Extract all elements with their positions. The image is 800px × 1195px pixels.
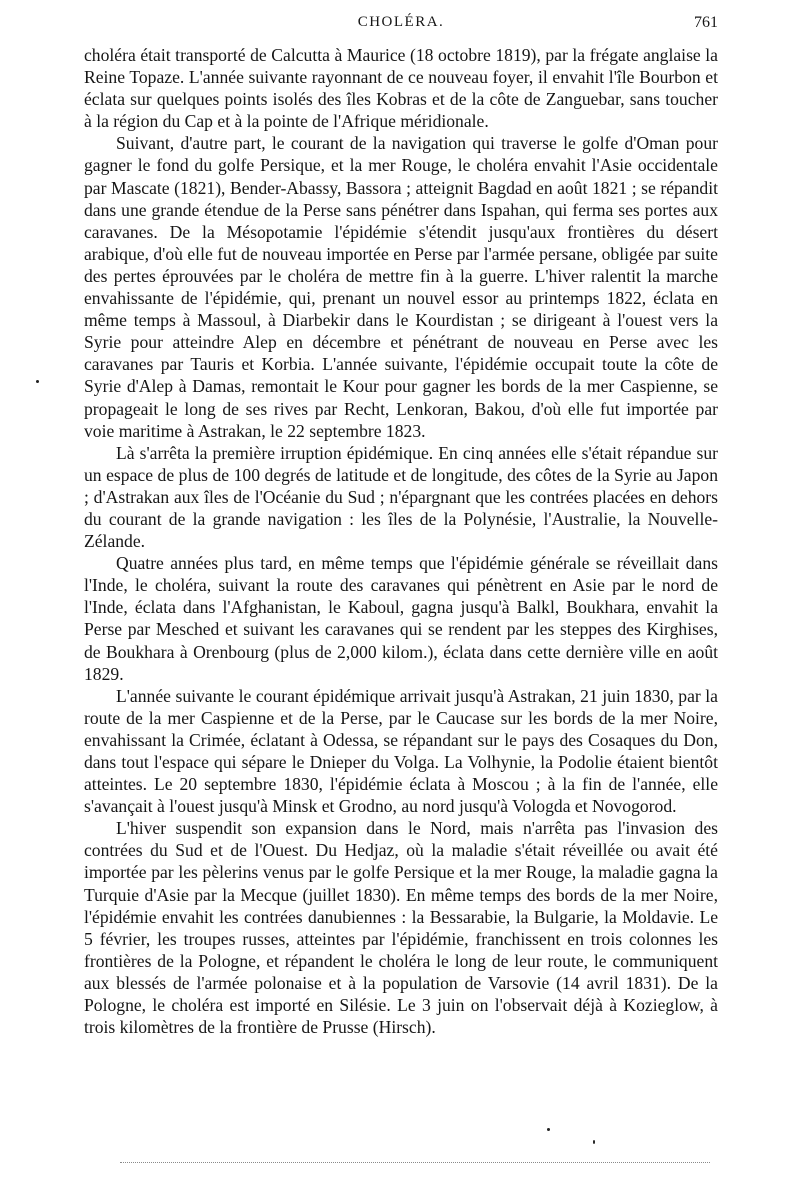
body-text bbox=[84, 44, 718, 1038]
page-header bbox=[84, 14, 718, 38]
paragraph-6: L'hiver suspendit son expansion dans le Nord, mais n'arrêta pas l'invasion des contrées du Sud et de l'Ouest. Du Hedjaz, où la maladie s'était réveillée ou avait été importée par les pèlerins venus par le golfe Persique et la mer Rouge, la maladie gagna la Turquie d'Asie par la Mecque (juillet 1830). En même temps des bords de la mer Noire, l'épidémie envahit les contrées danubiennes : la Bessarabie, la Bulgarie, la Moldavie. Le 5 février, les troupes russes, atteintes par l'épidémie, franchissent en trois colonnes les frontières de la Pologne, et répandent le choléra le long de leur route, le communiquent aux blessés de l'armée polonaise et à la population de Varsovie (14 avril 1831). De la Pologne, le choléra est importé en Silésie. Le 3 juin on l'observait déjà à Kozieglow, à trois kilomètres de la frontière de Prusse (Hirsch). bbox=[84, 818, 718, 1038]
paragraph-5: L'année suivante le courant épidémique arrivait jusqu'à Astrakan, 21 juin 1830, par la route de la mer Caspienne et de la Perse, par le Caucase sur les bords de la mer Noire, envahissant la Crimée, éclatant à Odessa, se répandant sur le pays des Cosaques du Don, dans tout l'espace qui sépare le Dnieper du Volga. La Volhynie, la Podolie étaient bientôt atteintes. Le 20 septembre 1830, l'épidémie éclata à Moscou ; à la fin de l'année, elle s'avançait à l'ouest jusqu'à Minsk et Grodno, au nord jusqu'à Vologda et Novogorod. bbox=[84, 685, 718, 817]
paragraph-2: Suivant, d'autre part, le courant de la navigation qui traverse le golfe d'Oman pour gagner le fond du golfe Persique, et la mer Rouge, le choléra envahit l'Asie occidentale par Mascate (1821), Bender-Abassy, Bassora ; atteignit Bagdad en août 1821 ; se répandit dans une grande étendue de la Perse sans pénétrer dans Ispahan, qui ferma ses portes aux caravanes. De la Mésopotamie l'épidémie s'étendit jusqu'aux frontières du désert arabique, d'où elle fut de nouveau importée en Perse par l'armée persane, obligée par suite des pertes éprouvées par le choléra de mettre fin à la guerre. L'hiver ralentit la marche envahissante de l'épidémie, qui, prenant un nouvel essor au printemps 1822, éclata en même temps à Massoul, à Diarbekir dans le Kourdistan ; se dirigeant à l'ouest vers la Syrie pour atteindre Alep en décembre et pénétrant de nouveau en Perse avec les caravanes par Tauris et Korbia. L'année suivante, l'épidémie occupait toute la côte de Syrie d'Alep à Damas, remontait le Kour pour gagner les bords de la mer Caspienne, se propageait le long de ses rives par Recht, Lenkoran, Bakou, d'où elle fut importée par voie maritime à Astrakan, le 22 septembre 1823. bbox=[84, 133, 718, 441]
print-speck bbox=[593, 1140, 595, 1144]
paragraph-4: Quatre années plus tard, en même temps que l'épidémie générale se réveillait dans l'Inde, le choléra, suivant la route des caravanes qui pénètrent en Asie par le nord de l'Inde, éclata dans l'Afghanistan, le Kaboul, gagna jusqu'à Balkl, Boukhara, envahit la Perse par Mesched et suivant les caravanes qui se rendent par les steppes des Kirghises, de Boukhara à Orenbourg (plus de 2,000 kilom.), éclata dans cette dernière ville en août 1829. bbox=[84, 553, 718, 684]
bleed-through-line bbox=[120, 1162, 710, 1163]
paragraph-3: Là s'arrêta la première irruption épidémique. En cinq années elle s'était répandue sur un espace de plus de 100 degrés de latitude et de longitude, des côtes de la Syrie au Japon ; d'Astrakan aux îles de l'Océanie du Sud ; n'épargnant que les contrées placées en dehors du courant de la grande navigation : les îles de la Polynésie, l'Australie, la Nouvelle-Zélande. bbox=[84, 442, 718, 552]
paragraph-1: choléra était transporté de Calcutta à Maurice (18 octobre 1819), par la frégate anglaise la Reine Topaze. L'année suivante rayonnant de ce nouveau foyer, il envahit l'île Bourbon et éclata sur quelques points isolés des îles Kobras et de la côte de Zanguebar, sans toucher à la région du Cap et à la pointe de l'Afrique méridionale. bbox=[84, 45, 718, 132]
print-speck bbox=[547, 1128, 550, 1131]
print-speck bbox=[36, 380, 39, 383]
running-head: CHOLÉRA. bbox=[357, 14, 445, 30]
page-number: 761 bbox=[694, 14, 718, 31]
